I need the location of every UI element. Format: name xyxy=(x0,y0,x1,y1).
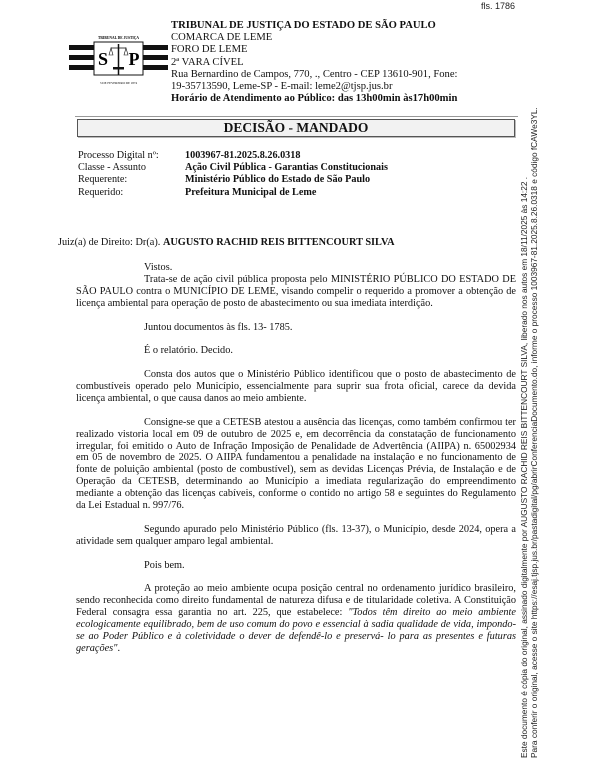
case-info-value: 1003967-81.2025.8.26.0318 xyxy=(185,150,301,161)
paragraph-documents: Juntou documentos às fls. 13- 1785. xyxy=(144,321,293,333)
vara: 2ª VARA CÍVEL xyxy=(171,56,244,68)
logo-top-text: TRIBUNAL DE JUSTIÇA xyxy=(98,36,139,40)
page-number: fls. 1786 xyxy=(481,1,516,11)
signature-line-1: Este documento é cópia do original, assinado digitalmente por AUGUSTO RACHID REIS BITTENCOURT SILVA, liberado nos autos em 18/11/2025 às 14:22 . xyxy=(519,176,529,758)
decision-body xyxy=(76,262,516,655)
case-info-value: Ação Civil Pública - Garantias Constitucionais xyxy=(185,162,388,174)
paragraph-vistos: Vistos. xyxy=(144,262,173,273)
case-info-row xyxy=(78,174,388,186)
office-hours: Horário de Atendimento ao Público: das 13h00min às17h00min xyxy=(171,93,458,105)
case-info-label: Requerido: xyxy=(78,186,124,198)
document-title: DECISÃO - MANDADO xyxy=(77,119,515,137)
case-info-label: Classe - Assunto xyxy=(78,162,146,174)
foro: FORO DE LEME xyxy=(171,44,248,56)
paragraph-constitution xyxy=(76,583,516,654)
judge-label: Juiz(a) de Direito: Dr(a). xyxy=(58,237,163,248)
signature-line-2: Para conferir o original, acesse o site https://esaj.tjsp.jus.br/pastadigital/pg/abrirConferenciaDocumento.do, informe o processo 1003967-81.2025.8.26.0318 e código fCAWe3YL. xyxy=(529,107,539,758)
case-info-row xyxy=(78,150,388,162)
case-info-label: Processo Digital nº: xyxy=(78,150,159,161)
header-divider xyxy=(75,116,518,117)
case-info-row xyxy=(78,187,388,199)
court-header xyxy=(171,20,458,105)
tjsp-logo-icon xyxy=(69,33,168,89)
case-info xyxy=(78,150,388,199)
paragraph-report: É o relatório. Decido. xyxy=(144,345,233,357)
paragraph-pois-bem: Pois bem. xyxy=(144,559,185,571)
digital-signature-stamp xyxy=(519,107,539,758)
address-line-2: 19-35713590, Leme-SP - E-mail: leme2@tjsp.jus.br xyxy=(171,81,393,93)
constitution-text: A proteção ao meio ambiente ocupa posição central no ordenamento jurídico brasileiro, sendo reconhecida como direito fundamental de natureza difusa e de titularidade coletiva. A Constituição Federal consagra essa garantia no art. 225, que estabelece: xyxy=(76,583,516,619)
comarca: COMARCA DE LEME xyxy=(171,32,273,44)
case-info-label: Requerente: xyxy=(78,174,128,186)
case-info-value: Prefeitura Municipal de Leme xyxy=(185,186,317,198)
judge-name: AUGUSTO RACHID REIS BITTENCOURT SILVA xyxy=(162,237,395,248)
logo-bottom-text: 3 DE FEVEREIRO DE 1874 xyxy=(99,81,138,85)
constitution-quote: "Todos têm direito ao meio ambiente ecologicamente equilibrado, bem de uso comum do povo e essencial à sadia qualidade de vida, impondo-se ao Poder Público e à coletividade o dever de defendê-lo e preservá- lo para as presentes e futuras gerações" xyxy=(76,607,516,654)
paragraph-facts: Consta dos autos que o Ministério Público identificou que o posto de abastecimento de combustíveis operado pelo Município, essencialmente para suprir sua frota oficial, carece da devida licença ambiental, o que causa danos ao meio ambiente. xyxy=(76,369,516,404)
court-name: TRIBUNAL DE JUSTIÇA DO ESTADO DE SÃO PAULO xyxy=(171,20,436,31)
paragraph-ministerio: Segundo apurado pelo Ministério Público (fls. 13-37), o Município, desde 2024, opera a atividade sem qualquer amparo legal ambiental. xyxy=(76,523,516,547)
case-info-row xyxy=(78,162,388,174)
address-line-1: Rua Bernardino de Campos, 770, ., Centro - CEP 13610-901, Fone: xyxy=(171,68,458,80)
paragraph-cetesb: Consigne-se que a CETESB atestou a ausência das licenças, como também confirmou ter realizado vistoria local em 09 de outubro de 2025 e, em decorrência da constatação de funcionamento irregular, foi emitido o Auto de Infração Imposição de Penalidade de Advertência (AIIPA) n. 65002934 em 05 de novembro de 2025. O AIIPA fundamentou a penalidade na instalação e no funcionamento de fonte de poluição ambiental (posto de combustível), sem as devidas Licenças Prévia, de Instalação e de Operação da CETESB, determinando ao Município a imediata regularização do empreendimento mediante a obtenção das licenças cabíveis, conforme o contido no artigo 58 e seguintes do Regulamento da Lei Estadual n. 997/76. xyxy=(76,416,516,512)
case-info-value: Ministério Público do Estado de São Paulo xyxy=(185,174,371,186)
logo-letter-p: P xyxy=(128,49,140,69)
logo-letter-s: S xyxy=(97,49,109,69)
judge-line xyxy=(58,237,395,248)
constitution-end: . xyxy=(117,642,121,654)
paragraph-intro: Trata-se de ação civil pública proposta pelo MINISTÉRIO PÚBLICO DO ESTADO DE SÃO PAULO contra o MUNICÍPIO DE LEME, visando compelir o requerido a promover a obtenção de licença ambiental para operação de posto de abastecimento ou sua imediata interdição. xyxy=(76,273,516,309)
